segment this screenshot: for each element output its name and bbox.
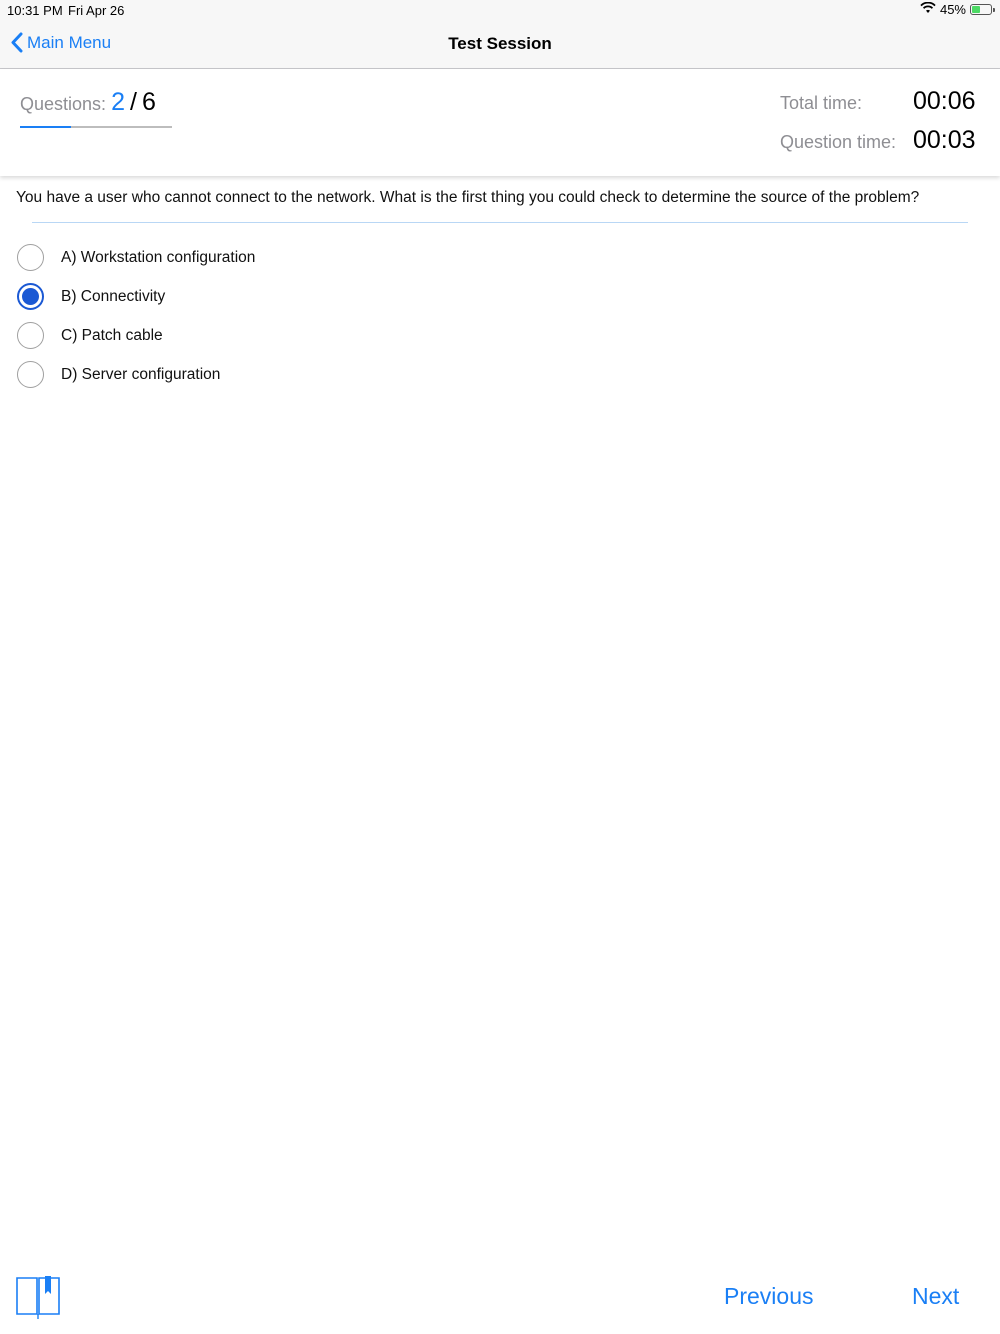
option-b[interactable] [17, 277, 255, 316]
session-header [0, 69, 1000, 176]
status-time: 10:31 PM [7, 3, 63, 18]
option-label: B) Connectivity [61, 287, 166, 305]
wifi-icon [920, 2, 936, 17]
status-right [920, 2, 992, 17]
bookmark-book-icon[interactable] [15, 1274, 61, 1320]
total-questions: 6 [141, 88, 156, 116]
next-button[interactable]: Next [912, 1283, 960, 1309]
question-divider [32, 222, 968, 223]
status-bar [0, 0, 1000, 20]
radio-button[interactable] [17, 244, 44, 271]
battery-charging-icon [970, 4, 992, 15]
question-progress-fill [20, 126, 71, 128]
questions-label: Questions: [20, 94, 107, 114]
option-c[interactable] [17, 316, 255, 355]
page-title: Test Session [448, 34, 552, 53]
option-label: C) Patch cable [61, 326, 163, 344]
question-time-label: Question time: [780, 132, 897, 152]
question-progress-bar [20, 126, 172, 128]
question-text: You have a user who cannot connect to the network. What is the first thing you could check to determine the source of the problem? [16, 189, 920, 206]
question-time-value: 00:03 [913, 126, 976, 154]
option-a[interactable] [17, 238, 255, 277]
question-counter [20, 88, 156, 117]
answer-options [17, 238, 255, 394]
radio-button[interactable] [17, 283, 44, 310]
status-date: Fri Apr 26 [68, 3, 125, 18]
battery-percent: 45% [939, 2, 966, 17]
option-label: D) Server configuration [61, 365, 221, 383]
navigation-bar [0, 20, 1000, 69]
option-d[interactable] [17, 355, 255, 394]
current-question-number: 2 [111, 88, 125, 116]
option-label: A) Workstation configuration [61, 248, 256, 266]
total-time-label: Total time: [780, 93, 863, 113]
total-time-value: 00:06 [913, 87, 976, 115]
previous-button[interactable]: Previous [724, 1283, 814, 1309]
back-label: Main Menu [27, 32, 112, 52]
radio-button[interactable] [17, 361, 44, 388]
question-separator: / [129, 88, 137, 116]
radio-button[interactable] [17, 322, 44, 349]
battery-fill [972, 6, 980, 13]
